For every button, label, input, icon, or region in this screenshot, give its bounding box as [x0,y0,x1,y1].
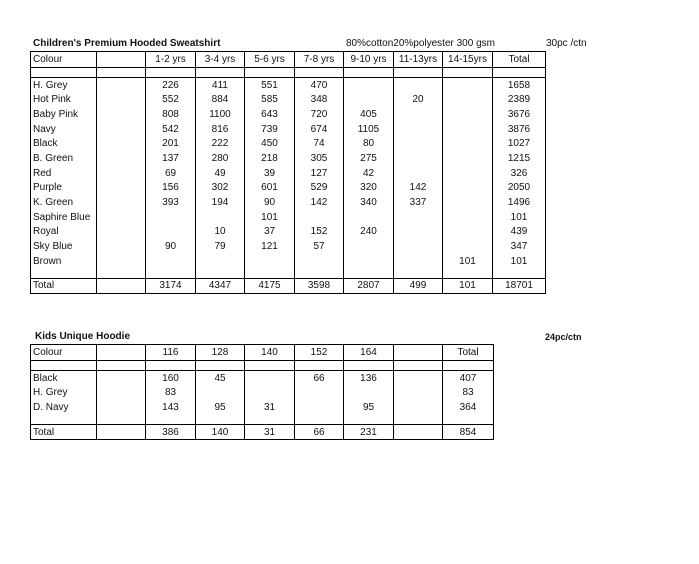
value-cell: 49 [196,166,245,181]
row-label-cell: Black [31,370,97,385]
value-cell: Total [443,345,494,361]
value-cell [443,136,493,151]
value-cell: 42 [344,166,394,181]
value-cell: 160 [146,370,196,385]
value-cell [245,67,295,77]
value-cell [97,136,146,151]
value-cell [245,385,295,400]
value-cell [97,415,146,425]
value-cell [97,424,146,440]
value-cell [394,166,443,181]
value-cell: 674 [295,122,344,137]
value-cell: 4175 [245,278,295,294]
value-cell [97,166,146,181]
section1-packing: 30pc /ctn [546,38,587,49]
value-cell [443,360,494,370]
value-cell: 121 [245,239,295,254]
value-cell: 74 [295,136,344,151]
value-cell: 66 [295,424,344,440]
value-cell [146,269,196,279]
value-cell: 470 [295,77,344,92]
value-cell [146,210,196,225]
sweatshirt-table [30,51,546,294]
value-cell [443,225,493,240]
value-cell [146,415,196,425]
row-label-cell: Purple [31,181,97,196]
value-cell [443,195,493,210]
value-cell [443,269,493,279]
value-cell: 140 [245,345,295,361]
value-cell: 1496 [493,195,546,210]
row-label-cell: Total [31,278,97,294]
value-cell: 127 [295,166,344,181]
value-cell: 884 [196,92,245,107]
value-cell: 1-2 yrs [146,52,196,68]
row-label-cell [31,269,97,279]
section1-title: Children's Premium Hooded Sweatshirt [33,38,221,49]
value-cell: 45 [196,370,245,385]
row-label-cell: Royal [31,225,97,240]
value-cell: 101 [443,254,493,269]
value-cell: 69 [146,166,196,181]
value-cell [394,239,443,254]
value-cell: 720 [295,107,344,122]
hoodie-table [30,344,494,440]
value-cell: 552 [146,92,196,107]
value-cell [97,269,146,279]
value-cell [394,67,443,77]
value-cell: 218 [245,151,295,166]
value-cell: 226 [146,77,196,92]
value-cell: 439 [493,225,546,240]
table-row [31,370,494,385]
value-cell: 152 [295,225,344,240]
value-cell [443,67,493,77]
row-label-cell [31,360,97,370]
value-cell: 1658 [493,77,546,92]
value-cell [196,269,245,279]
value-cell: 808 [146,107,196,122]
value-cell [394,360,443,370]
row-label-cell: Red [31,166,97,181]
total-row [31,424,494,440]
fabric-spec: 80%cotton20%polyester 300 gsm [346,38,495,49]
value-cell: 31 [245,424,295,440]
value-cell: 18701 [493,278,546,294]
value-cell: 1027 [493,136,546,151]
spacer-row [31,67,546,77]
value-cell [146,360,196,370]
value-cell: 854 [443,424,494,440]
value-cell [394,415,443,425]
value-cell [295,400,344,415]
value-cell: 143 [146,400,196,415]
value-cell [97,195,146,210]
table-row [31,210,546,225]
value-cell [394,345,443,361]
value-cell [295,210,344,225]
value-cell: 551 [245,77,295,92]
value-cell: 79 [196,239,245,254]
value-cell [97,370,146,385]
value-cell: 2050 [493,181,546,196]
table-row [31,254,546,269]
value-cell [295,360,344,370]
section2-title: Kids Unique Hoodie [35,331,130,342]
value-cell [97,67,146,77]
value-cell [344,92,394,107]
value-cell [394,136,443,151]
value-cell: 2389 [493,92,546,107]
value-cell: 643 [245,107,295,122]
value-cell: 101 [493,210,546,225]
value-cell [394,225,443,240]
value-cell [97,360,146,370]
value-cell [295,67,344,77]
value-cell: 411 [196,77,245,92]
value-cell: 136 [344,370,394,385]
value-cell: 275 [344,151,394,166]
spacer-row [31,415,494,425]
row-label-cell: H. Grey [31,385,97,400]
row-label-cell: D. Navy [31,400,97,415]
value-cell [344,269,394,279]
value-cell [344,415,394,425]
value-cell [394,370,443,385]
value-cell: 320 [344,181,394,196]
value-cell [97,52,146,68]
value-cell [97,385,146,400]
value-cell [295,385,344,400]
total-row [31,278,546,294]
value-cell [245,269,295,279]
value-cell [394,269,443,279]
value-cell [97,345,146,361]
spacer-row [31,269,546,279]
value-cell: 407 [443,370,494,385]
table-row [31,181,546,196]
value-cell: 337 [394,195,443,210]
value-cell [295,254,344,269]
table-row [31,136,546,151]
value-cell [245,254,295,269]
value-cell: 601 [245,181,295,196]
value-cell [97,92,146,107]
value-cell: 499 [394,278,443,294]
value-cell: 201 [146,136,196,151]
table-row [31,166,546,181]
value-cell [344,360,394,370]
value-cell: 816 [196,122,245,137]
value-cell [443,122,493,137]
value-cell [97,239,146,254]
value-cell: 95 [344,400,394,415]
value-cell: 7-8 yrs [295,52,344,68]
value-cell: 3174 [146,278,196,294]
value-cell: 280 [196,151,245,166]
value-cell [394,122,443,137]
row-label-cell: Baby Pink [31,107,97,122]
value-cell [344,239,394,254]
value-cell [97,225,146,240]
value-cell [196,360,245,370]
value-cell [97,77,146,92]
value-cell [344,254,394,269]
value-cell [394,424,443,440]
value-cell [245,370,295,385]
value-cell: 101 [493,254,546,269]
value-cell: 3598 [295,278,344,294]
value-cell: 450 [245,136,295,151]
value-cell: 529 [295,181,344,196]
value-cell: 164 [344,345,394,361]
table-row [31,151,546,166]
value-cell: 156 [146,181,196,196]
value-cell [196,67,245,77]
header-row [31,345,494,361]
value-cell: 31 [245,400,295,415]
table-row [31,225,546,240]
table-row [31,122,546,137]
value-cell: 83 [443,385,494,400]
value-cell: 142 [295,195,344,210]
value-cell [344,67,394,77]
value-cell [97,400,146,415]
value-cell: 90 [245,195,295,210]
value-cell: 194 [196,195,245,210]
value-cell [196,210,245,225]
value-cell [394,385,443,400]
value-cell: 152 [295,345,344,361]
table-row [31,107,546,122]
value-cell [394,107,443,122]
value-cell: 1105 [344,122,394,137]
value-cell: 585 [245,92,295,107]
table-row [31,400,494,415]
value-cell [146,254,196,269]
row-label-cell: Saphire Blue [31,210,97,225]
value-cell: 231 [344,424,394,440]
value-cell: 340 [344,195,394,210]
value-cell [196,415,245,425]
row-label-cell: Brown [31,254,97,269]
value-cell [97,210,146,225]
value-cell: 4347 [196,278,245,294]
value-cell: 386 [146,424,196,440]
value-cell [196,385,245,400]
value-cell [443,92,493,107]
row-label-cell [31,415,97,425]
value-cell: 5-6 yrs [245,52,295,68]
row-label-cell: Total [31,424,97,440]
value-cell [97,254,146,269]
value-cell: 80 [344,136,394,151]
value-cell: 83 [146,385,196,400]
value-cell: 20 [394,92,443,107]
value-cell [97,278,146,294]
row-label-cell: K. Green [31,195,97,210]
value-cell: 137 [146,151,196,166]
value-cell: 542 [146,122,196,137]
value-cell [394,151,443,166]
value-cell [97,107,146,122]
value-cell: 393 [146,195,196,210]
value-cell: 101 [443,278,493,294]
value-cell [344,210,394,225]
value-cell: 90 [146,239,196,254]
value-cell: 95 [196,400,245,415]
value-cell [97,122,146,137]
table-row [31,77,546,92]
value-cell: 116 [146,345,196,361]
value-cell [245,360,295,370]
value-cell [443,77,493,92]
value-cell: 57 [295,239,344,254]
value-cell [443,107,493,122]
row-label-cell: Colour [31,52,97,68]
value-cell: 37 [245,225,295,240]
value-cell [146,225,196,240]
value-cell: 14-15yrs [443,52,493,68]
value-cell: 739 [245,122,295,137]
table-row [31,92,546,107]
table-row [31,385,494,400]
value-cell [295,415,344,425]
row-label-cell: Sky Blue [31,239,97,254]
value-cell: 140 [196,424,245,440]
value-cell [443,239,493,254]
value-cell [344,77,394,92]
value-cell [493,269,546,279]
value-cell [443,210,493,225]
value-cell: 364 [443,400,494,415]
value-cell: 3676 [493,107,546,122]
value-cell: 1100 [196,107,245,122]
value-cell [245,415,295,425]
value-cell [394,254,443,269]
value-cell: 101 [245,210,295,225]
value-cell: 1215 [493,151,546,166]
row-label-cell: Black [31,136,97,151]
value-cell: 348 [295,92,344,107]
value-cell: Total [493,52,546,68]
value-cell: 128 [196,345,245,361]
value-cell [344,385,394,400]
value-cell [196,254,245,269]
value-cell: 302 [196,181,245,196]
row-label-cell: Colour [31,345,97,361]
value-cell [394,400,443,415]
value-cell [97,151,146,166]
value-cell [493,67,546,77]
value-cell [394,210,443,225]
value-cell: 326 [493,166,546,181]
row-label-cell: Navy [31,122,97,137]
section2-packing: 24pc/ctn [545,332,582,342]
row-label-cell: H. Grey [31,77,97,92]
value-cell: 240 [344,225,394,240]
value-cell: 347 [493,239,546,254]
row-label-cell [31,67,97,77]
table-row [31,239,546,254]
value-cell: 11-13yrs [394,52,443,68]
value-cell: 10 [196,225,245,240]
value-cell: 2807 [344,278,394,294]
value-cell [443,166,493,181]
value-cell [443,415,494,425]
value-cell: 3876 [493,122,546,137]
spacer-row [31,360,494,370]
row-label-cell: B. Green [31,151,97,166]
value-cell [394,77,443,92]
value-cell: 66 [295,370,344,385]
value-cell [146,67,196,77]
value-cell: 142 [394,181,443,196]
value-cell: 39 [245,166,295,181]
value-cell: 9-10 yrs [344,52,394,68]
value-cell [443,151,493,166]
value-cell [443,181,493,196]
value-cell [97,181,146,196]
table-row [31,195,546,210]
value-cell: 3-4 yrs [196,52,245,68]
value-cell: 405 [344,107,394,122]
header-row [31,52,546,68]
row-label-cell: Hot Pink [31,92,97,107]
value-cell: 305 [295,151,344,166]
value-cell [295,269,344,279]
value-cell: 222 [196,136,245,151]
